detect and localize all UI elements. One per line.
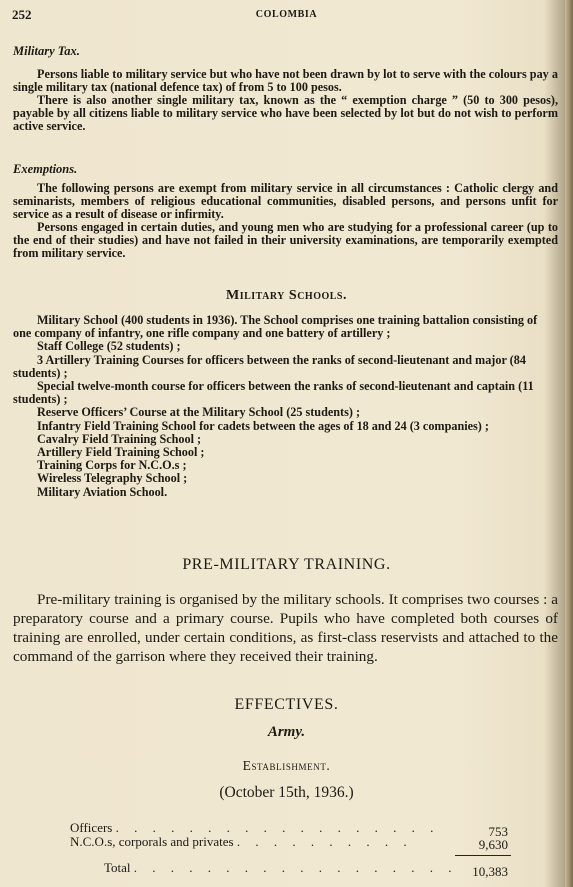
establishment-heading: Establishment. [242,758,331,773]
total-label: Total [104,860,131,875]
military-schools-heading: Military Schools. [226,288,347,303]
table-row [70,834,413,850]
leader-dots: . . . . . . . . . . [236,834,413,849]
list-item: Cavalry Field Training School ; [37,431,202,446]
row-value: 9,630 [478,837,508,852]
list-item: Wireless Telegraphy School ; [37,471,188,486]
list-item: Artillery Field Training School ; [37,445,205,460]
exemptions-body [13,182,558,260]
pre-military-heading: PRE-MILITARY TRAINING. [182,556,391,573]
list-item: Reserve Officers’ Course at the Military School (25 students) ; [37,405,361,420]
total-rule [455,855,511,856]
list-item: Staff College (52 students) ; [37,339,181,354]
leader-dots: . . . . . . . . . . . . . . . . . . [115,820,440,835]
list-item: Special twelve-month course for officers between the ranks of second-lieutenant and captain (11 students) ; [13,379,534,407]
military-schools-list [13,314,558,499]
army-subheading: Army. [267,724,306,740]
row-label: Officers [70,820,113,835]
total-row [104,860,458,876]
military-tax-body [13,68,558,133]
pre-military-body [13,590,558,666]
list-item: Military School (400 students in 1936). The School comprises one training battalion consisting of one company of infantry, one rifle company and one battery of artillery ; [13,313,538,341]
exemptions-heading: Exemptions. [13,162,78,176]
exemptions-paragraph-1: The following persons are exempt from military service in all circumstances : Catholic clergy and seminarists, members of religious educational communities, disabled persons, and persons unfit for service as a result of disease or infirmity. [13,181,558,221]
total-value: 10,383 [472,864,508,879]
page-edge-shadow [565,0,573,887]
list-item: Military Aviation School. [37,484,168,499]
establishment-date: (October 15th, 1936.) [219,784,354,801]
leader-dots: . . . . . . . . . . . . . . . . . . [133,860,458,875]
military-tax-paragraph-1: Persons liable to military service but who have not been drawn by lot to serve with the colours pay a single military tax (national defence tax) of from 5 to 100 pesos. [13,67,558,94]
military-tax-paragraph-2: There is also another single military tax, known as the “ exemption charge ” (50 to 300 pesos), payable by all citizens liable to military service who have been selected by lot but do not wish to perform active service. [13,93,558,133]
running-title: COLOMBIA [255,9,318,20]
row-value: 753 [488,824,508,839]
list-item: Infantry Field Training School for cadets between the ages of 18 and 24 (3 companies) ; [37,418,489,433]
effectives-heading: EFFECTIVES. [234,696,339,713]
military-tax-heading: Military Tax. [13,44,80,58]
exemptions-paragraph-2: Persons engaged in certain duties, and young men who are studying for a professional career (up to the end of their studies) and have not failed in their university examinations, are temporarily exempted from military service. [13,220,558,260]
list-item: Training Corps for N.C.O.s ; [37,458,187,473]
pre-military-paragraph: Pre-military training is organised by the military schools. It comprises two courses : a preparatory course and a primary course. Pupils who have completed both courses of training are enrolled, under certain conditions, as first-class reservists and attached to the command of the garrison where they received their training. [13,591,558,665]
row-label: N.C.O.s, corporals and privates [70,834,234,849]
page-number: 252 [12,7,32,22]
list-item: 3 Artillery Training Courses for officers between the ranks of second-lieutenant and major (84 students) ; [13,352,526,380]
